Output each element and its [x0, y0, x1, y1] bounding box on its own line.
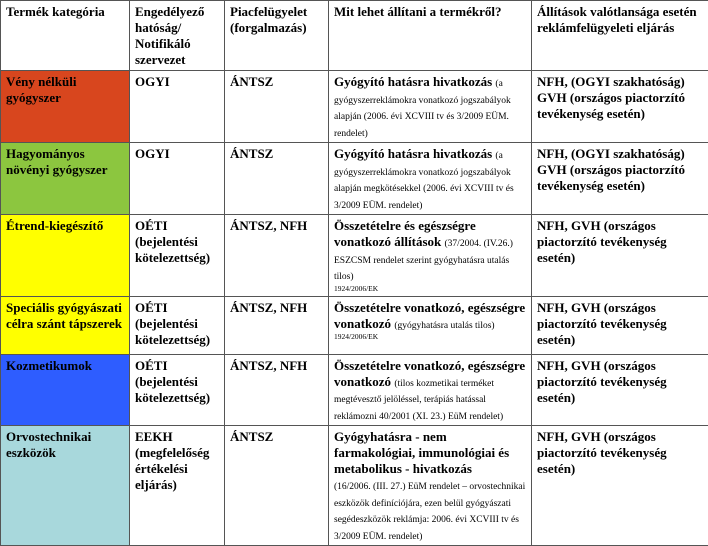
procedure-cell: NFH, GVH (országos piactorzító tevékenység esetén) [532, 354, 708, 426]
market-cell: ÁNTSZ, NFH [225, 215, 329, 297]
table-row [1, 143, 708, 215]
procedure-cell: NFH, GVH (országos piactorzító tevékenység esetén) [532, 215, 708, 297]
table-row [1, 354, 708, 426]
market-cell: ÁNTSZ, NFH [225, 354, 329, 426]
claim-detail: (a gyógyszerreklámokra vonatkozó jogszabályok alapján megkötésekkel (2006. évi XCVIII tv és 3/2009 EÜM. rendelet) [334, 151, 514, 211]
market-cell: ÁNTSZ [225, 143, 329, 215]
claims-cell [329, 215, 532, 297]
category-cell: Vény nélküli gyógyszer [1, 71, 130, 143]
claim-detail: (tilos kozmetikai terméket megtévesztő jelöléssel, terápiás hatással reklámozni 40/2001 (XI. 23.) EüM rendelet) [334, 379, 503, 422]
category-cell: Hagyományos növényi gyógyszer [1, 143, 130, 215]
claim-bold: Gyógyító hatásra hivatkozás [334, 74, 492, 89]
authority-cell: EEKH (megfelelőség értékelési eljárás) [130, 426, 225, 546]
header-row [1, 1, 708, 71]
claims-cell [329, 296, 532, 354]
authority-cell: OÉTI (bejelentési kötelezettség) [130, 296, 225, 354]
claim-bold: Összetételre vonatkozó, egészségre vonatkozó [334, 358, 525, 389]
category-cell: Speciális gyógyászati célra szánt tápszerek [1, 296, 130, 354]
procedure-cell: NFH, GVH (országos piactorzító tevékenység esetén) [532, 296, 708, 354]
claims-cell [329, 426, 532, 546]
claim-regulation: 1924/2006/EK [334, 284, 527, 294]
claims-cell [329, 143, 532, 215]
claims-cell [329, 71, 532, 143]
table-row [1, 296, 708, 354]
claim-detail: (16/2006. (III. 27.) EüM rendelet – orvostechnikai eszközök definíciójára, ezen belül gyógyászati segédeszközök reklámja: 2006. évi XCVIII tv és 3/2009 EÜM. rendelet) [334, 482, 525, 542]
table-row [1, 426, 708, 546]
header-claims: Mit lehet állítani a termékről? [329, 1, 532, 71]
category-cell: Orvostechnikai eszközök [1, 426, 130, 546]
claims-cell [329, 354, 532, 426]
procedure-cell: NFH, (OGYI szakhatóság) GVH (országos piactorzító tevékenység esetén) [532, 71, 708, 143]
table-row [1, 215, 708, 297]
table-row [1, 71, 708, 143]
claim-detail: (37/2004. (IV.26.) ESZCSM rendelet szerint gyógyhatásra utalás tilos) [334, 239, 513, 282]
category-cell: Étrend-kiegészítő [1, 215, 130, 297]
header-authority: Engedélyező hatóság/ Notifikáló szervezet [130, 1, 225, 71]
market-cell: ÁNTSZ [225, 426, 329, 546]
authority-cell: OGYI [130, 143, 225, 215]
header-category: Termék kategória [1, 1, 130, 71]
authority-cell: OÉTI (bejelentési kötelezettség) [130, 354, 225, 426]
claim-detail: (gyógyhatásra utalás tilos) [394, 321, 494, 331]
claim-bold: Gyógyhatásra - nem farmakológiai, immunológiai és metabolikus - hivatkozás [334, 429, 509, 476]
claim-bold: Összetételre vonatkozó, egészségre vonatkozó [334, 300, 525, 331]
procedure-cell: NFH, GVH (országos piactorzító tevékenység esetén) [532, 426, 708, 546]
claim-regulation: 1924/2006/EK [334, 332, 527, 342]
procedure-cell: NFH, (OGYI szakhatóság) GVH (országos piactorzító tevékenység esetén) [532, 143, 708, 215]
authority-cell: OGYI [130, 71, 225, 143]
category-cell: Kozmetikumok [1, 354, 130, 426]
claim-detail: (a gyógyszerreklámokra vonatkozó jogszabályok alapján (2006. évi XCVIII tv és 3/2009 EÜM. rendelet) [334, 79, 511, 139]
header-market-supervision: Piacfelügyelet (forgalmazás) [225, 1, 329, 71]
authority-cell: OÉTI (bejelentési kötelezettség) [130, 215, 225, 297]
claim-bold: Gyógyító hatásra hivatkozás [334, 146, 492, 161]
header-procedure: Állítások valótlansága esetén reklámfelügyeleti eljárás [532, 1, 708, 71]
market-cell: ÁNTSZ, NFH [225, 296, 329, 354]
market-cell: ÁNTSZ [225, 71, 329, 143]
claim-bold: Összetételre és egészségre vonatkozó állítások [334, 218, 476, 249]
